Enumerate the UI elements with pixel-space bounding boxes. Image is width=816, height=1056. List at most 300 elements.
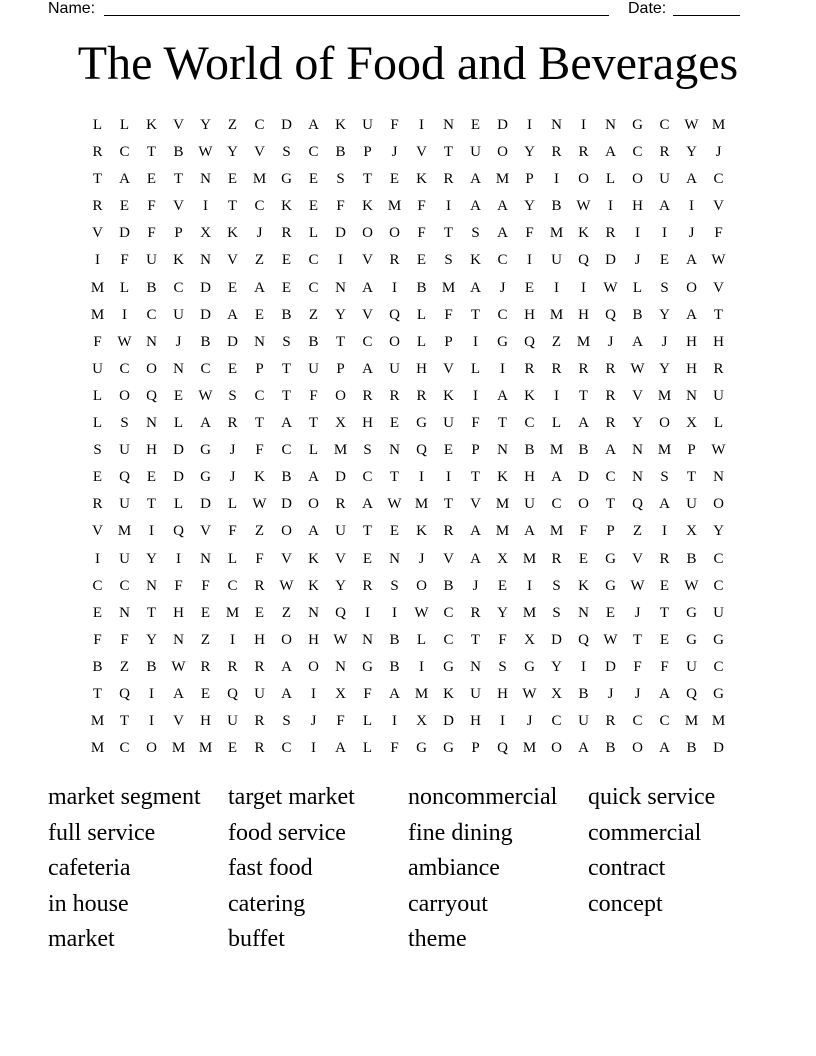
grid-letter: K: [578, 577, 589, 594]
grid-letter: A: [605, 144, 616, 161]
grid-letter: V: [713, 198, 724, 215]
grid-letter: O: [362, 225, 373, 242]
grid-letter: D: [335, 225, 346, 242]
grid-letter: H: [200, 713, 211, 730]
grid-letter: E: [254, 604, 265, 621]
grid-letter: R: [389, 252, 400, 269]
grid-letter: S: [228, 387, 237, 404]
grid-letter: C: [713, 577, 724, 594]
grid-letter: A: [362, 279, 373, 296]
grid-letter: R: [92, 496, 103, 513]
grid-letter: B: [335, 144, 346, 161]
grid-letter: O: [578, 496, 589, 513]
grid-letter: C: [362, 469, 373, 486]
grid-letter: X: [335, 415, 346, 432]
grid-letter: N: [713, 469, 724, 486]
grid-letter: R: [200, 658, 211, 675]
grid-letter: B: [416, 279, 427, 296]
grid-letter: F: [633, 658, 642, 675]
grid-letter: V: [92, 523, 103, 540]
grid-letter: C: [362, 333, 373, 350]
grid-letter: J: [391, 144, 398, 161]
grid-letter: D: [335, 469, 346, 486]
grid-letter: K: [497, 469, 508, 486]
grid-letter: N: [470, 658, 481, 675]
grid-letter: L: [227, 550, 238, 567]
grid-letter: B: [578, 685, 589, 702]
grid-letter: C: [254, 117, 265, 133]
grid-letter: K: [308, 550, 319, 567]
grid-letter: E: [227, 740, 238, 757]
grid-letter: V: [632, 550, 643, 567]
grid-letter: H: [362, 415, 373, 432]
grid-letter: X: [686, 523, 697, 540]
grid-letter: N: [173, 631, 184, 648]
word-list-item: ambiance: [408, 855, 500, 881]
grid-letter: Q: [146, 387, 157, 404]
grid-letter: M: [711, 713, 726, 730]
grid-letter: H: [686, 333, 697, 350]
grid-letter: T: [389, 469, 400, 486]
word-list-item: buffet: [228, 926, 285, 952]
grid-letter: E: [227, 171, 238, 188]
grid-letter: L: [308, 225, 319, 242]
grid-letter: M: [711, 117, 726, 133]
grid-letter: E: [389, 415, 400, 432]
grid-letter: H: [254, 631, 265, 648]
grid-letter: U: [389, 360, 400, 377]
grid-letter: U: [119, 496, 130, 513]
grid-letter: S: [444, 252, 453, 269]
grid-letter: X: [686, 415, 697, 432]
grid-letter: B: [443, 577, 454, 594]
grid-letter: P: [336, 360, 345, 377]
grid-letter: M: [576, 333, 591, 350]
grid-letter: T: [362, 523, 373, 540]
grid-letter: T: [470, 469, 481, 486]
grid-letter: M: [522, 550, 537, 567]
grid-letter: N: [146, 415, 157, 432]
grid-letter: A: [308, 469, 319, 486]
grid-letter: E: [281, 252, 292, 269]
grid-letter: M: [90, 279, 105, 296]
grid-letter: A: [308, 117, 319, 133]
grid-letter: T: [362, 171, 373, 188]
grid-letter: F: [147, 225, 156, 242]
grid-letter: K: [173, 252, 184, 269]
grid-letter: G: [200, 442, 211, 459]
grid-letter: U: [443, 415, 454, 432]
grid-letter: I: [500, 713, 505, 730]
grid-letter: U: [551, 252, 562, 269]
grid-letter: I: [473, 387, 478, 404]
grid-letter: C: [659, 117, 670, 133]
grid-letter: I: [122, 306, 127, 323]
grid-letter: F: [417, 225, 426, 242]
grid-letter: D: [713, 740, 724, 757]
grid-letter: P: [174, 225, 183, 242]
grid-letter: M: [90, 713, 105, 730]
grid-letter: L: [227, 496, 238, 513]
grid-row: [84, 437, 732, 464]
grid-letter: H: [524, 306, 535, 323]
grid-letter: R: [605, 713, 616, 730]
grid-letter: L: [416, 306, 427, 323]
grid-letter: W: [684, 117, 699, 133]
grid-letter: R: [443, 171, 454, 188]
grid-letter: A: [281, 658, 292, 675]
grid-letter: V: [713, 279, 724, 296]
grid-letter: G: [200, 469, 211, 486]
grid-row: [84, 166, 732, 193]
grid-letter: D: [578, 469, 589, 486]
grid-letter: U: [335, 523, 346, 540]
grid-letter: A: [200, 415, 211, 432]
grid-letter: T: [254, 415, 265, 432]
grid-letter: W: [279, 577, 294, 594]
grid-letter: R: [470, 604, 481, 621]
grid-letter: R: [416, 387, 427, 404]
grid-letter: U: [308, 360, 319, 377]
grid-letter: E: [92, 469, 103, 486]
grid-letter: P: [444, 333, 453, 350]
grid-letter: M: [414, 496, 429, 513]
grid-letter: A: [497, 198, 508, 215]
word-list-item: contract: [588, 855, 666, 881]
grid-letter: T: [497, 415, 508, 432]
grid-letter: A: [470, 523, 481, 540]
grid-letter: T: [605, 496, 616, 513]
grid-letter: R: [605, 387, 616, 404]
grid-letter: W: [711, 252, 726, 269]
grid-letter: K: [524, 387, 535, 404]
grid-letter: U: [254, 685, 265, 702]
grid-row: [84, 329, 732, 356]
grid-letter: B: [308, 333, 319, 350]
grid-letter: B: [389, 658, 400, 675]
grid-letter: M: [198, 740, 213, 757]
word-list-item: carryout: [408, 890, 488, 917]
grid-letter: N: [632, 469, 643, 486]
grid-letter: I: [419, 658, 424, 675]
grid-letter: Y: [713, 523, 724, 540]
grid-letter: H: [524, 469, 535, 486]
grid-letter: I: [203, 198, 208, 215]
grid-letter: B: [92, 658, 103, 675]
grid-letter: Y: [146, 550, 157, 567]
grid-letter: T: [146, 604, 157, 621]
grid-row: [84, 708, 732, 735]
grid-letter: T: [146, 496, 157, 513]
grid-letter: R: [524, 360, 535, 377]
grid-letter: T: [92, 171, 103, 188]
grid-letter: H: [632, 198, 643, 215]
grid-letter: R: [443, 523, 454, 540]
grid-letter: A: [686, 252, 697, 269]
grid-letter: N: [578, 604, 589, 621]
grid-letter: P: [525, 171, 534, 188]
grid-letter: W: [684, 577, 699, 594]
grid-letter: C: [254, 198, 265, 215]
grid-letter: T: [443, 225, 454, 242]
grid-letter: J: [607, 333, 614, 350]
grid-letter: O: [389, 333, 400, 350]
grid-letter: A: [389, 685, 400, 702]
grid-letter: I: [554, 171, 559, 188]
grid-letter: B: [173, 144, 184, 161]
grid-letter: Y: [659, 306, 670, 323]
grid-letter: N: [605, 117, 616, 133]
grid-letter: U: [119, 550, 130, 567]
grid-letter: B: [551, 198, 562, 215]
grid-letter: R: [227, 415, 238, 432]
grid-letter: F: [471, 415, 480, 432]
grid-letter: R: [578, 360, 589, 377]
grid-letter: I: [419, 469, 424, 486]
grid-letter: C: [119, 740, 130, 757]
grid-letter: E: [227, 279, 238, 296]
grid-letter: E: [173, 387, 184, 404]
grid-row: [84, 546, 732, 573]
grid-letter: C: [146, 306, 157, 323]
grid-letter: I: [662, 523, 667, 540]
grid-letter: A: [686, 306, 697, 323]
word-list-item: market segment: [48, 784, 201, 810]
grid-letter: N: [497, 442, 508, 459]
grid-letter: M: [171, 740, 186, 757]
grid-letter: N: [389, 442, 400, 459]
grid-letter: R: [551, 144, 562, 161]
grid-letter: Y: [524, 144, 535, 161]
grid-letter: N: [335, 279, 346, 296]
grid-letter: M: [495, 171, 510, 188]
grid-letter: Y: [632, 415, 643, 432]
word-list-item: fine dining: [408, 819, 513, 846]
grid-letter: E: [659, 252, 670, 269]
grid-letter: L: [173, 496, 184, 513]
grid-row: [84, 627, 732, 654]
grid-letter: Q: [632, 496, 643, 513]
grid-letter: H: [713, 333, 724, 350]
grid-letter: U: [119, 442, 130, 459]
grid-letter: G: [497, 333, 508, 350]
grid-letter: L: [362, 713, 373, 730]
grid-letter: D: [200, 279, 211, 296]
grid-letter: I: [581, 279, 586, 296]
grid-letter: G: [416, 740, 427, 757]
grid-letter: O: [632, 171, 643, 188]
grid-letter: O: [551, 740, 562, 757]
grid-letter: J: [634, 604, 641, 621]
grid-letter: R: [227, 658, 238, 675]
grid-letter: S: [282, 713, 291, 730]
grid-letter: B: [281, 306, 292, 323]
grid-letter: F: [336, 198, 345, 215]
grid-letter: D: [119, 225, 130, 242]
grid-letter: O: [308, 496, 319, 513]
grid-letter: Q: [173, 523, 184, 540]
grid-letter: W: [252, 496, 267, 513]
grid-letter: C: [551, 496, 562, 513]
grid-letter: L: [551, 415, 562, 432]
grid-letter: S: [282, 144, 291, 161]
grid-row: [84, 573, 732, 600]
grid-letter: I: [338, 252, 343, 269]
grid-letter: E: [281, 279, 292, 296]
grid-letter: W: [414, 604, 429, 621]
grid-letter: Y: [335, 306, 346, 323]
grid-letter: E: [146, 469, 157, 486]
grid-letter: S: [282, 333, 291, 350]
grid-letter: I: [392, 604, 397, 621]
grid-letter: F: [309, 387, 318, 404]
grid-letter: R: [389, 387, 400, 404]
grid-letter: G: [524, 658, 535, 675]
grid-letter: I: [473, 333, 478, 350]
grid-letter: A: [497, 225, 508, 242]
grid-letter: T: [227, 198, 238, 215]
grid-letter: P: [471, 442, 480, 459]
grid-letter: D: [173, 469, 184, 486]
grid-letter: N: [254, 333, 265, 350]
grid-letter: R: [659, 144, 670, 161]
grid-letter: R: [254, 740, 265, 757]
grid-letter: O: [578, 171, 589, 188]
grid-letter: X: [497, 550, 508, 567]
grid-letter: V: [632, 387, 643, 404]
grid-letter: C: [173, 279, 184, 296]
word-list-item: quick service: [588, 784, 716, 810]
grid-letter: M: [495, 523, 510, 540]
grid-letter: D: [605, 658, 616, 675]
grid-letter: M: [657, 387, 672, 404]
grid-letter: E: [389, 523, 400, 540]
grid-letter: F: [93, 333, 102, 350]
grid-letter: E: [200, 604, 211, 621]
grid-row: [84, 491, 732, 518]
grid-letter: B: [146, 279, 157, 296]
grid-letter: A: [470, 550, 481, 567]
grid-letter: E: [659, 577, 670, 594]
grid-letter: V: [227, 252, 238, 269]
grid-letter: M: [522, 740, 537, 757]
grid-letter: W: [630, 360, 645, 377]
word-list-item: market: [48, 926, 115, 952]
grid-letter: A: [659, 685, 670, 702]
grid-letter: A: [605, 442, 616, 459]
grid-letter: A: [524, 523, 535, 540]
grid-letter: V: [362, 306, 373, 323]
grid-letter: H: [578, 306, 589, 323]
grid-letter: U: [146, 252, 157, 269]
grid-letter: U: [470, 685, 481, 702]
grid-letter: Z: [254, 523, 265, 540]
grid-letter: J: [607, 685, 614, 702]
grid-letter: U: [713, 604, 724, 621]
grid-letter: C: [227, 577, 238, 594]
grid-letter: Q: [389, 306, 400, 323]
grid-letter: C: [92, 577, 103, 594]
grid-letter: E: [443, 442, 454, 459]
grid-letter: A: [470, 279, 481, 296]
grid-letter: L: [92, 387, 103, 404]
grid-letter: P: [606, 523, 615, 540]
grid-letter: E: [254, 306, 265, 323]
grid-letter: S: [552, 577, 561, 594]
grid-letter: B: [605, 740, 616, 757]
grid-letter: A: [281, 415, 292, 432]
grid-letter: W: [630, 577, 645, 594]
grid-letter: D: [281, 117, 292, 133]
grid-letter: X: [335, 685, 346, 702]
grid-letter: Z: [227, 117, 238, 133]
grid-letter: M: [549, 442, 564, 459]
grid-letter: I: [581, 658, 586, 675]
grid-letter: G: [605, 577, 616, 594]
grid-letter: F: [660, 658, 669, 675]
grid-letter: T: [659, 604, 670, 621]
grid-letter: W: [387, 496, 402, 513]
grid-letter: Z: [308, 306, 319, 323]
grid-letter: C: [443, 604, 454, 621]
grid-letter: E: [227, 360, 238, 377]
grid-letter: O: [416, 577, 427, 594]
grid-letter: A: [686, 171, 697, 188]
grid-letter: V: [254, 144, 265, 161]
grid-letter: R: [335, 496, 346, 513]
grid-letter: C: [632, 713, 643, 730]
grid-letter: W: [603, 279, 618, 296]
grid-row: [84, 302, 732, 329]
grid-letter: B: [146, 658, 157, 675]
grid-letter: R: [254, 713, 265, 730]
grid-letter: M: [252, 171, 267, 188]
grid-letter: O: [389, 225, 400, 242]
word-list-item: target market: [228, 784, 355, 810]
grid-letter: D: [281, 496, 292, 513]
grid-letter: J: [229, 469, 236, 486]
grid-letter: Q: [227, 685, 238, 702]
grid-letter: I: [311, 685, 316, 702]
grid-letter: O: [335, 387, 346, 404]
grid-letter: X: [200, 225, 211, 242]
grid-letter: M: [549, 523, 564, 540]
grid-letter: H: [686, 360, 697, 377]
grid-letter: Q: [605, 306, 616, 323]
grid-letter: T: [281, 360, 292, 377]
grid-letter: L: [632, 279, 643, 296]
grid-letter: J: [175, 333, 182, 350]
grid-letter: K: [254, 469, 265, 486]
grid-letter: O: [146, 740, 157, 757]
grid-row: [84, 600, 732, 627]
grid-letter: A: [659, 198, 670, 215]
grid-letter: J: [634, 685, 641, 702]
grid-letter: U: [686, 658, 697, 675]
grid-letter: E: [470, 117, 481, 133]
grid-letter: T: [146, 144, 157, 161]
grid-letter: T: [470, 631, 481, 648]
grid-letter: C: [524, 415, 535, 432]
grid-letter: I: [419, 117, 424, 133]
grid-letter: B: [686, 740, 697, 757]
grid-letter: C: [632, 144, 643, 161]
grid-letter: E: [389, 171, 400, 188]
grid-letter: U: [92, 360, 103, 377]
grid-letter: E: [416, 252, 427, 269]
grid-letter: I: [554, 279, 559, 296]
grid-letter: Y: [686, 144, 697, 161]
